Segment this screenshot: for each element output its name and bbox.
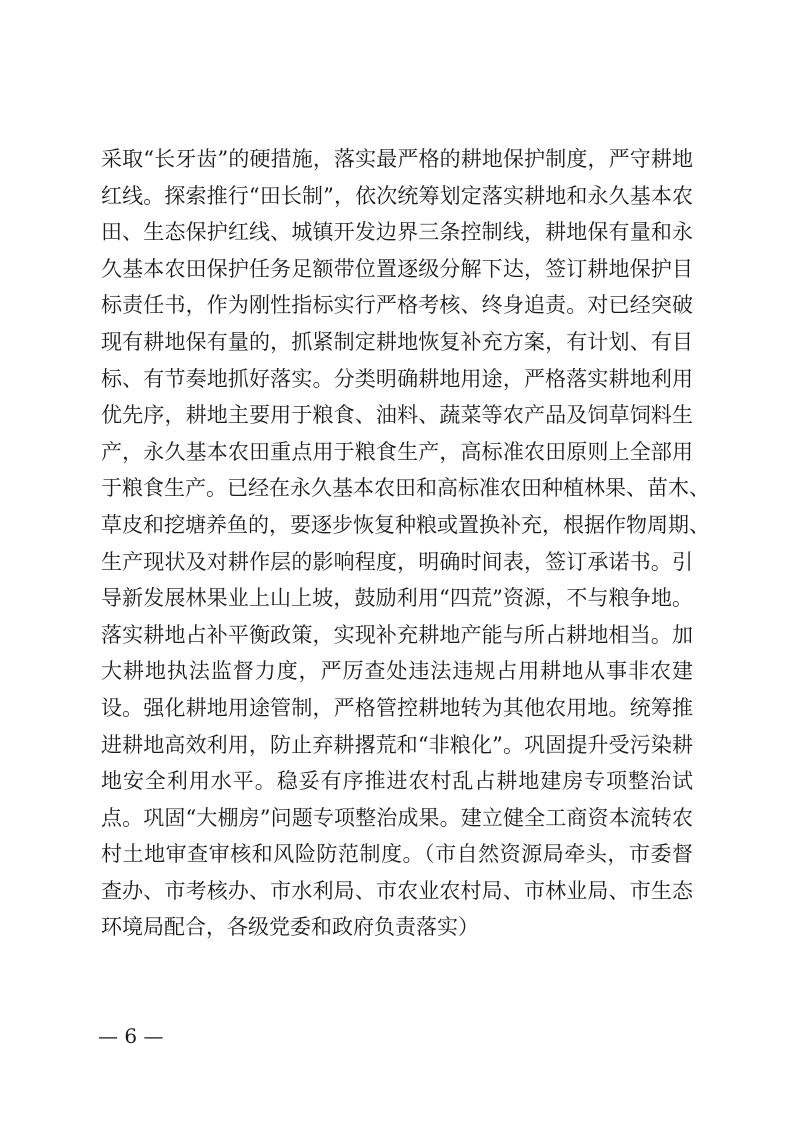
text-line-3: 田、生态保护红线、城镇开发边界三条控制线，耕地保有量和永 (101, 220, 693, 245)
body-paragraph (101, 141, 710, 946)
text-line-14: 落实耕地占补平衡政策，实现补充耕地产能与所占耕地相当。加 (101, 622, 693, 647)
text-line-7: 标、有节奏地抓好落实。分类明确耕地用途，严格落实耕地利用 (101, 366, 693, 391)
text-line-19: 点。巩固“大棚房”问题专项整治成果。建立健全工商资本流转农 (101, 805, 693, 830)
text-line-4: 久基本农田保护任务足额带位置逐级分解下达，签订耕地保护目 (101, 256, 693, 281)
text-line-2: 红线。探索推行“田长制”，依次统筹划定落实耕地和永久基本农 (101, 183, 693, 208)
text-line-13: 导新发展林果业上山上坡，鼓励利用“四荒”资源，不与粮争地。 (101, 586, 693, 611)
text-line-20: 村土地审查审核和风险防范制度。（市自然资源局牵头，市委督 (101, 842, 693, 867)
text-line-5: 标责任书，作为刚性指标实行严格考核、终身追责。对已经突破 (101, 293, 693, 318)
text-line-12: 生产现状及对耕作层的影响程度，明确时间表，签订承诺书。引 (101, 549, 693, 574)
text-line-17: 进耕地高效利用，防止弃耕撂荒和“非粮化”。巩固提升受污染耕 (101, 732, 693, 757)
text-line-6: 现有耕地保有量的，抓紧制定耕地恢复补充方案，有计划、有目 (101, 329, 693, 354)
text-line-22: 环境局配合，各级党委和政府负责落实） (101, 915, 479, 940)
text-line-15: 大耕地执法监督力度，严厉查处违法违规占用耕地从事非农建 (101, 659, 693, 684)
text-line-21: 查办、市考核办、市水利局、市农业农村局、市林业局、市生态 (101, 878, 693, 903)
page-number: — 6 — (98, 1024, 164, 1048)
text-line-9: 产，永久基本农田重点用于粮食生产，高标准农田原则上全部用 (101, 439, 693, 464)
text-line-1: 采取“长牙齿”的硬措施，落实最严格的耕地保护制度，严守耕地 (101, 147, 693, 171)
text-line-16: 设。强化耕地用途管制，严格管控耕地转为其他农用地。统筹推 (101, 695, 693, 720)
text-line-8: 优先序，耕地主要用于粮食、油料、蔬菜等农产品及饲草饲料生 (101, 403, 693, 428)
text-line-11: 草皮和挖塘养鱼的，要逐步恢复种粮或置换补充，根据作物周期、 (101, 512, 710, 537)
text-line-18: 地安全利用水平。稳妥有序推进农村乱占耕地建房专项整治试 (101, 769, 693, 794)
text-line-10: 于粮食生产。已经在永久基本农田和高标准农田种植林果、苗木、 (101, 476, 710, 501)
